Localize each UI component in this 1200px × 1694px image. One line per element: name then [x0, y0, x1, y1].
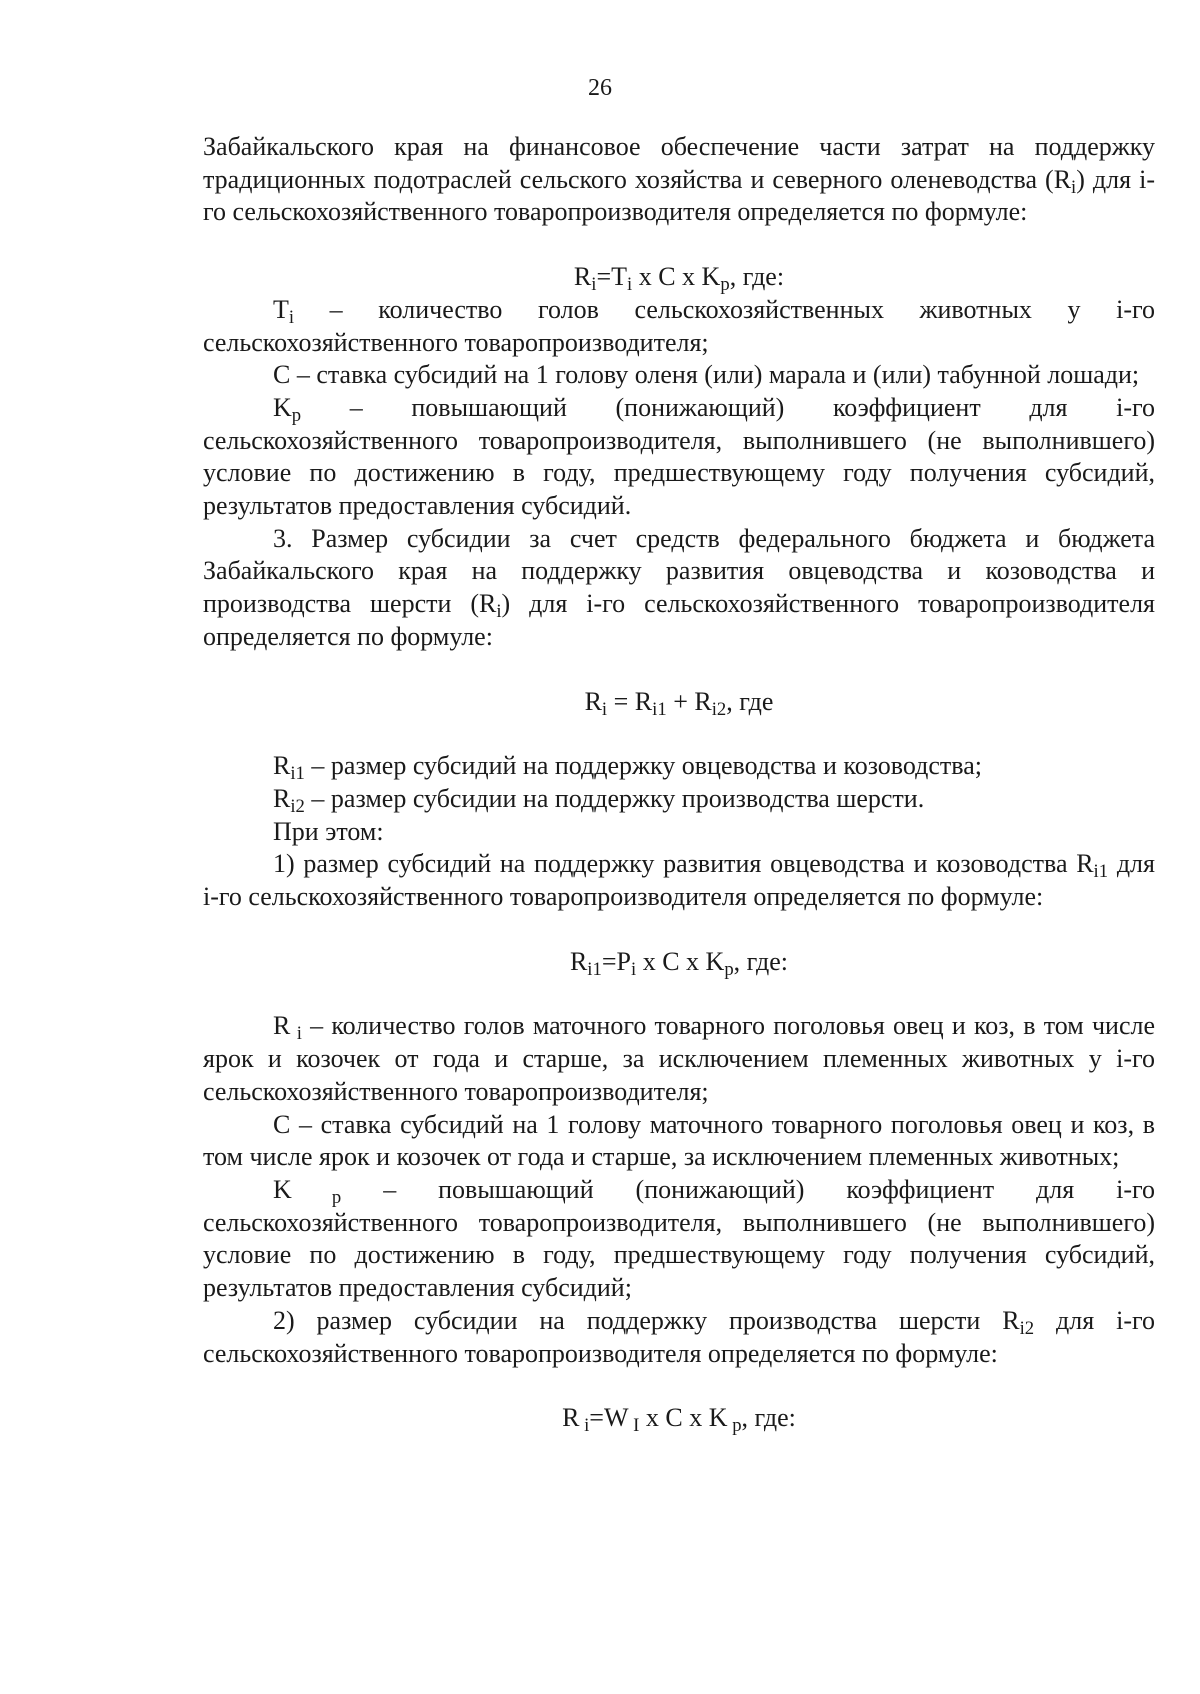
intro-paragraph: Забайкальского края на финансовое обеспечение части затрат на поддержку традиционных подотраслей сельского хозяйства и северного оленеводства $(R_i)$ для i-го сельскохозяйственного товаропроизводителя определяется по формуле:: [203, 132, 1156, 227]
pri-etom: При этом:: [273, 816, 384, 846]
formula-subsidy-sheep-goats: $R_{i1}=P_i$ x C x $K_p$, где:: [569, 946, 789, 980]
formula-subsidy-sheep-total: $R_i = R_{i1} + R_{i2}$, где: [584, 686, 774, 720]
definition-T: $T_i$ – количество голов сельскохозяйственных животных у i-го сельскохозяйственного товаропроизводителя;: [203, 294, 1155, 357]
definition-C-sheep: C – ставка субсидий на 1 голову маточного товарного поголовья овец и коз, в том числе ярок и козочек от года и старше, за исключением племенных животных;: [203, 1109, 1155, 1172]
definition-C-reindeer: C – ставка субсидий на 1 голову оленя (или) марала и (или) табунной лошади;: [273, 360, 1140, 390]
page-number: 26: [588, 75, 612, 101]
formula-subsidy-traditional: $R_i=T_i$ x C x $K_p$, где:: [573, 262, 785, 296]
item-3-paragraph: 3. Размер субсидии за счет средств федерального бюджета и бюджета Забайкальского края на поддержку развития овцеводства и козоводства и производства шерсти $(R_i)$ для i-го сельскохозяйственного товаропроизводителя определяется по формуле:: [203, 523, 1155, 651]
definition-K-second: K $_p$ – повышающий (понижающий) коэффициент для i-го сельскохозяйственного товаропроизводителя, выполнившего (не выполнившего) условие по достижению в году, предшествующему году получения субсидий, результатов предоставления субсидий;: [203, 1174, 1155, 1303]
document-body: [203, 131, 1155, 1435]
definition-Ri2: $R_{i2}$ – размер субсидии на поддержку производства шерсти.: [273, 783, 925, 818]
definition-Ri1: $R_{i1}$ – размер субсидий на поддержку овцеводства и козоводства;: [273, 751, 982, 785]
formula-subsidy-wool: R $_i$=W $_I$ x C x K $_p$, где:: [562, 1403, 796, 1437]
item-1-paragraph: 1) размер субсидий на поддержку развития овцеводства и козоводства $R_{i1}$ для i-го сельскохозяйственного товаропроизводителя определяется по формуле:: [203, 849, 1155, 912]
item-2-paragraph: 2) размер субсидии на поддержку производства шерсти $R_{i2}$ для i-го сельскохозяйственного товаропроизводителя определяется по формуле:: [203, 1305, 1155, 1368]
definition-Ri: R $_i$ – количество голов маточного товарного поголовья овец и коз, в том числе ярок и козочек от года и старше, за исключением племенных животных у i-го сельскохозяйственного товаропроизводителя;: [203, 1011, 1155, 1106]
definition-K-first: $K_p$ – повышающий (понижающий) коэффициент для i-го сельскохозяйственного товаропроизводителя, выполнившего (не выполнившего) условие по достижению в году, предшествующему году получения субсидий, результатов предоставления субсидий.: [203, 392, 1155, 521]
